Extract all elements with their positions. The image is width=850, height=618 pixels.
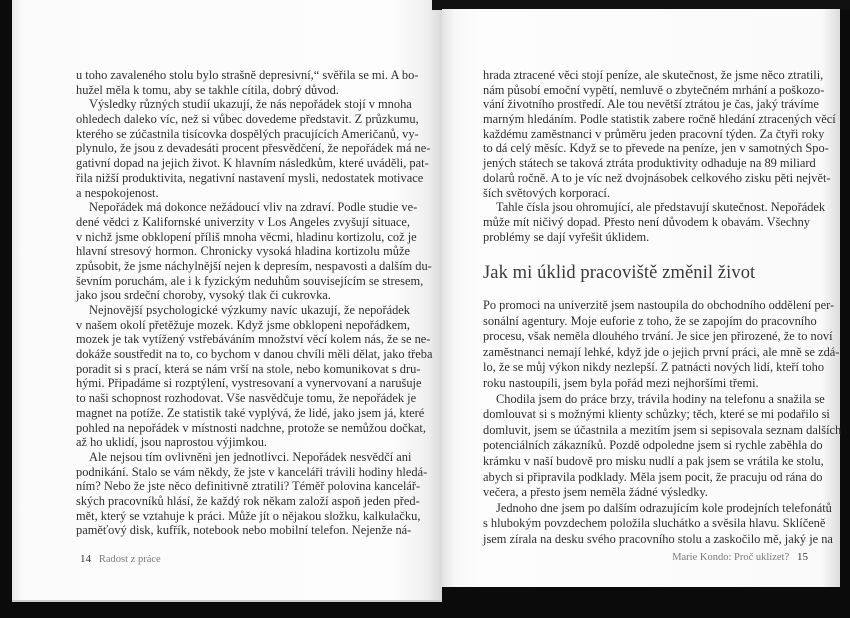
text-line: v našem okolí přetěžuje mozek. Když jsme obklopeni nepořádkem, [76,317,410,332]
text-line: s hlubokým povzdechem položila sluchátko a svěsila hlavu. Sklíčeně [483,516,826,531]
text-line: hlavní stresový hormon. Chronicky vysoká hladina kortizolu může [76,244,410,259]
paragraph [483,200,826,244]
text-line: ských pracovníků hlásí, že každý rok někam založí aspoň jeden před- [76,493,420,508]
text-line: pohled na nepořádek v místnosti nadchne, protože se nemůžou dočkat, [76,420,426,435]
text-line: hužel měla k tomu, aby se takhle cítila, dobrý důvod. [76,82,339,97]
text-line: plynulo, že jsou z devadesáti procent přesvědčení, že nepořádek má ne- [76,141,431,156]
text-line: domlouvat si s možnými klienty schůzky; těch, které se mi podařilo si [483,407,830,422]
text-line: hrada ztracené věci stojí peníze, ale skutečnost, že jsme něco ztratili, [483,68,824,82]
text-line: poradit si s prací, která se nám vrší na stole, nebo komunikovat s dru- [76,361,421,376]
text-line: dokáže soustředit na to, co bychom v danou chvíli měli dělat, jako třeba [76,347,433,362]
text-line: Tahle čísla jsou ohromující, ale představují skutečnost. Nepořádek [496,200,826,215]
text-line: podnikání. Stalo se vám někdy, že jste v kanceláři trávili hodiny hledá- [76,464,428,479]
text-line: kterého se zúčastnila tisícovka dospělých pracujících Američanů, vy- [76,126,419,141]
page-number: 14 [80,553,91,565]
paragraph [76,68,419,97]
text-line: Chodila jsem do práce brzy, trávila hodiny na telefonu a snažila se [496,391,825,406]
text-line: marným hledáním. Podle statistik zabere ročně hledání ztracených věcí [483,112,836,127]
text-line: dolarů ročně. A to je víc než dvojnásobek celkového zisku pěti největ- [483,170,831,185]
text-line: domluvit, jsem se účastnila a mezitím jsem si sepisovala seznam dalších [483,422,842,437]
text-line: sonální agentury. Moje euforie z toho, že se zapojím do pracovního [483,313,817,328]
text-line: to naši schopnost rozhodovat. Vše nasvědčuje tomu, že nepořádek je [76,391,417,406]
text-line: večera, a přesto jsem neměla žádné výsledky. [483,485,708,500]
right-page-footer [672,551,808,563]
text-line: gativní dopad na jejich život. K hlavním následkům, které uváděli, pat- [76,156,429,171]
text-line: Nejnovější psychologické výzkumy navíc ukazují, že nepořádek [89,303,410,317]
text-line: hými. Připadáme si rozptýlení, vystresovaní a vynervovaní a narušuje [76,376,422,391]
running-title: Marie Kondo: Proč uklízet? [672,552,790,563]
text-line: každému zaměstnanci v průměru jeden pracovní týden. Za čtyři roky [483,126,825,141]
text-line: dené vědci z Kalifornské univerzity v Los Angeles zvyšují situace, [76,214,410,229]
right-page-body-top [483,68,836,244]
text-line: mět, který se vztahuje k práci. Může jít o nějakou složku, kalkulačku, [76,508,421,523]
text-line: krámku v naší budově pro misku nudlí a pak jsem se vrátila ke stolu, [483,453,824,468]
text-line: ších světových korporací. [483,185,610,200]
section-heading: Jak mi úklid pracoviště změnil život [483,263,756,283]
text-line: potenciálních zákazníků. Pozdě odpoledne jsem si rychle zaběhla do [483,438,823,453]
paragraph [483,298,840,392]
paragraph [76,449,428,538]
text-line: u toho zavaleného stolu bylo strašně depresivní,“ svěřila se mi. A bo- [76,68,419,82]
text-line: procesu, však neměla dlouhého trvání. Je sice jen přirozené, že to noví [483,329,833,344]
text-line: vání životního prostředí. Ale tou nevětší ztrátou je čas, jaký trávíme [483,97,819,112]
text-line: ním? Nebo že jste něco definitivně ztratili? Téměř polovina kancelář- [76,479,421,494]
right-page-body-bottom [483,298,842,548]
text-line: Ale nejsou tím ovlivněni jen jednotlivci. Nepořádek nesvědčí ani [89,449,412,464]
paragraph [76,200,432,303]
left-page-footer [80,553,161,565]
text-line: magnet na potíže. Ze statistik také vyplývá, že lidé, jako jsem já, které [76,405,425,420]
text-line: a nespokojenost. [76,185,159,200]
running-title: Radost z práce [98,554,161,565]
left-page-body [76,68,433,538]
text-line: mozek je tak vytížený vstřebáváním množství věcí kolem nás, že se ne- [76,332,431,347]
text-line: v nichž jsme obklopení příliš mnoha věcmi, hladinu kortizolu, což je [76,229,417,244]
text-line: roku nastoupili, jsem byla pořád mezi nejhoršími třemi. [483,375,759,390]
text-line: Jednoho dne jsem po dalším odrazujícím kole prodejních telefonátů [496,500,832,515]
text-line: ohledech daleko víc, než si vůbec dovedeme představit. Z průzkumu, [76,112,419,127]
text-line: Výsledky různých studií ukazují, že nás nepořádek stojí v mnoha [89,97,412,112]
paragraph [76,303,433,450]
text-line: jených státech se taková ztráta produktivity odhaduje na 89 miliard [483,156,816,171]
text-line: Po promoci na univerzitě jsem nastoupila do obchodního oddělení per- [483,298,835,312]
text-line: může mít ničivý dopad. Přesto není důvodem k obavám. Všechny [483,214,810,229]
text-line: nám působí emoční vypětí, nemluvě o zbytečném mrhání a poškozo- [483,82,825,97]
text-line: řila nižší produktivita, negativní nastavení mysli, nedostatek motivace [76,170,424,185]
text-line: problémy se dají vyřešit úklidem. [483,229,650,244]
text-line: to dá celý měsíc. Když se to převede na peníze, jen v samotných Spo- [483,141,829,156]
text-line: jako jsou srdeční choroby, vysoký tlak či cukrovka. [76,288,331,303]
text-line: lo, že se můj výkon nikdy nezlepší. Z patnácti nových lidí, kteří toho [483,360,825,375]
paragraph [483,500,833,548]
text-line: zaměstnanci nemají lehké, když jde o jejich první práci, ale mně se zdá- [483,344,840,359]
text-line: abych si připravila podklady. Měla jsem pocit, že pracuju od rána do [483,469,823,484]
text-line: způsobit, že jsme náchylnější nejen k depresím, nespavosti a dalším du- [76,258,432,273]
page-number: 15 [797,551,808,563]
text-line: jsem zírala na desku svého pracovního stolu a zaskočilo mě, jaký je na [483,531,833,546]
paragraph [76,97,431,200]
paragraph [483,391,842,501]
text-line: paměťový disk, kufřík, notebook nebo mobilní telefon. Nejenže ná- [76,523,412,538]
paragraph [483,68,836,200]
text-line: ševním poruchám, ale i k fyzickým neduhům souvisejícím se stresem, [76,273,424,288]
text-line: až ho uklidí, jsou naprostou výjimkou. [76,435,268,450]
text-line: Nepořádek má dokonce nežádoucí vliv na zdraví. Podle studie ve- [89,200,418,215]
